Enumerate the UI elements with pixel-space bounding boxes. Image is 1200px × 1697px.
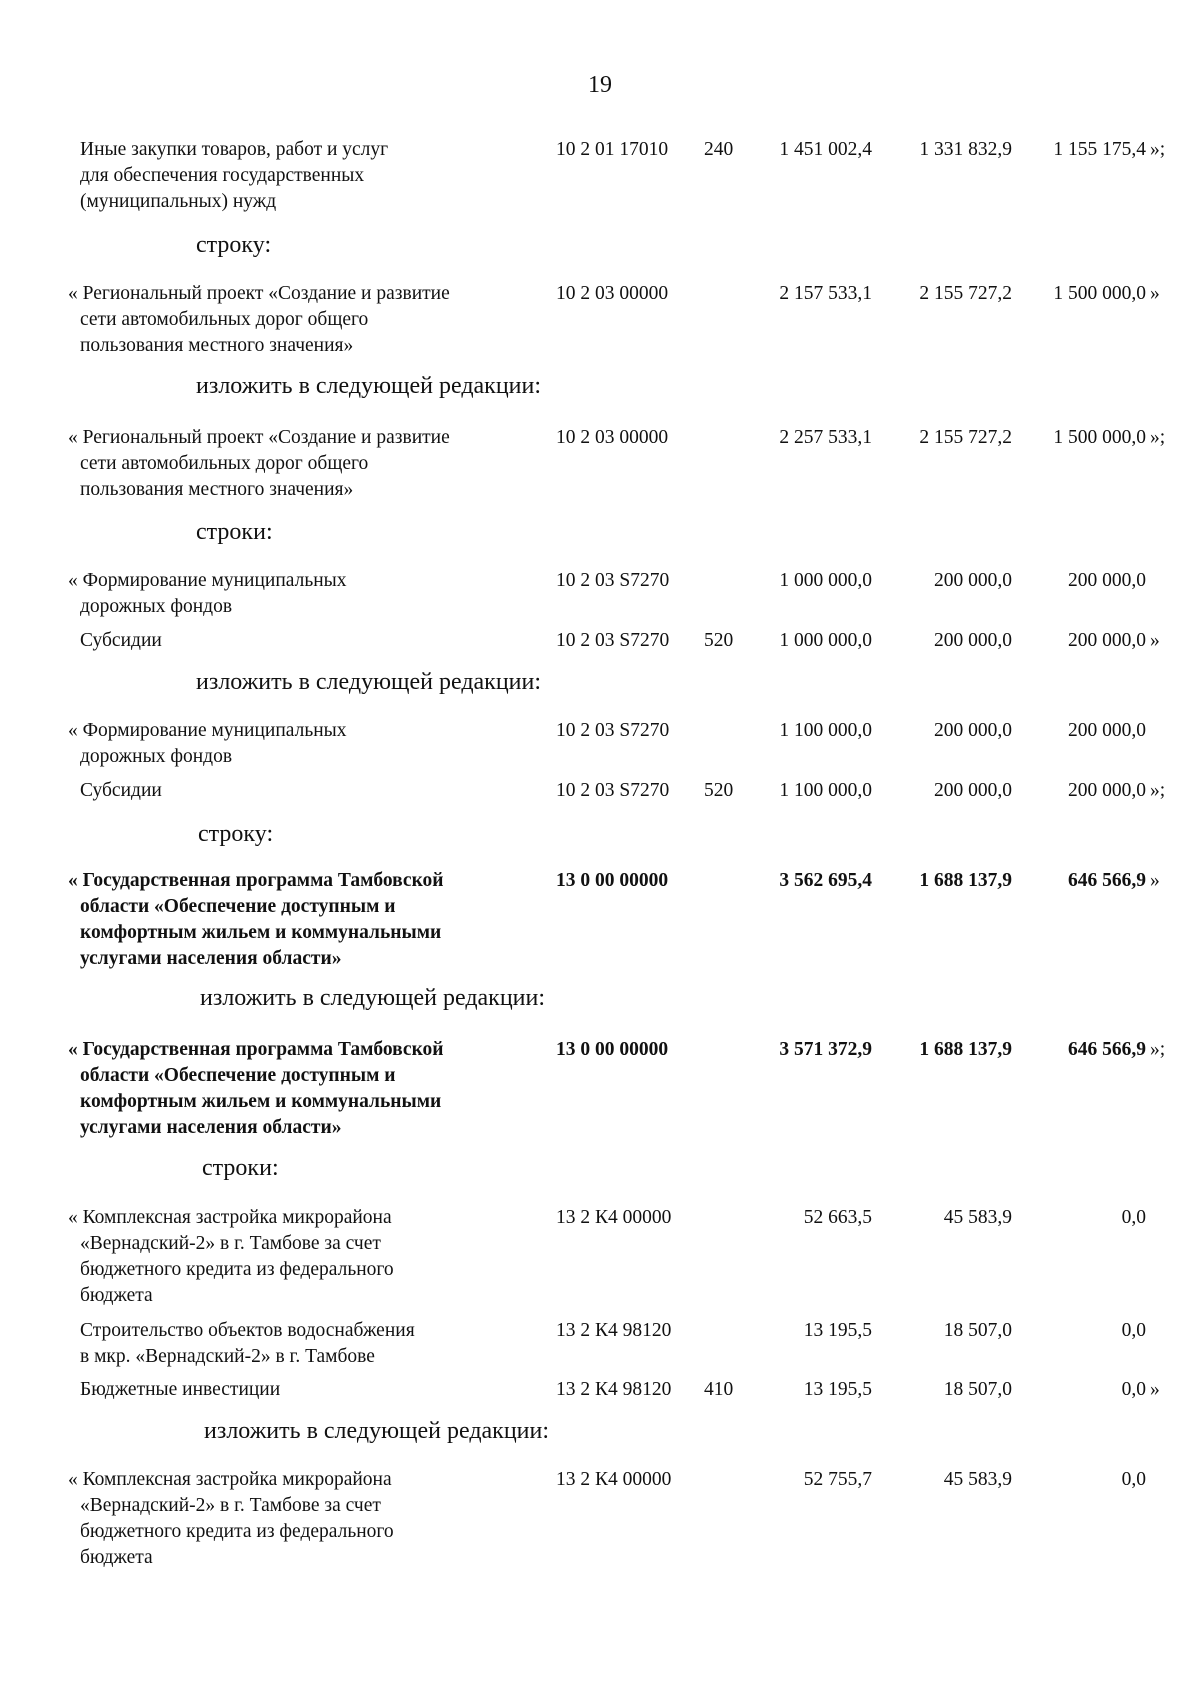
row-code: 13 2 К4 98120	[556, 1320, 672, 1341]
row-name-line: Бюджетные инвестиции	[80, 1379, 281, 1400]
row-amount-3: 646 566,9	[1068, 1039, 1146, 1060]
row-name-line: бюджетного кредита из федерального	[80, 1259, 394, 1280]
row-expense-type: 520	[704, 780, 734, 801]
row-name	[68, 1467, 528, 1571]
row-name-line: (муниципальных) нужд	[80, 191, 277, 212]
row-amount-1: 1 000 000,0	[779, 570, 872, 591]
row-amount-2: 200 000,0	[934, 570, 1012, 591]
row-amount-3: 200 000,0	[1068, 630, 1146, 651]
row-code: 13 0 00 00000	[556, 870, 669, 891]
instruction-text: строки:	[202, 1155, 279, 1181]
row-name-line: комфортным жильем и коммунальными	[80, 1091, 442, 1112]
row-name-line: бюджета	[80, 1547, 153, 1568]
row-amount-2: 1 331 832,9	[919, 139, 1012, 160]
row-name	[68, 425, 528, 503]
row-amount-3: 1 500 000,0	[1053, 427, 1146, 448]
row-closing-quote: »	[1150, 630, 1160, 651]
row-name-line: области «Обеспечение доступным и	[80, 896, 396, 917]
row-expense-type: 410	[704, 1379, 734, 1400]
row-amount-2: 45 583,9	[943, 1469, 1012, 1490]
row-expense-type: 520	[704, 630, 734, 651]
row-name-line: « Региональный проект «Создание и развитие	[68, 283, 450, 304]
row-amount-2: 200 000,0	[934, 720, 1012, 741]
row-name	[68, 568, 528, 620]
row-amount-1: 1 451 002,4	[779, 139, 872, 160]
row-code: 10 2 03 S7270	[556, 630, 670, 651]
row-amount-1: 52 755,7	[803, 1469, 872, 1490]
row-amount-1: 52 663,5	[803, 1207, 872, 1228]
row-amount-3: 1 500 000,0	[1053, 283, 1146, 304]
row-name-line: Субсидии	[80, 630, 162, 651]
row-code: 10 2 01 17010	[556, 139, 669, 160]
instruction-text: изложить в следующей редакции:	[196, 373, 542, 399]
row-name-line: «Вернадский-2» в г. Тамбове за счет	[80, 1233, 381, 1254]
row-name-line: Иные закупки товаров, работ и услуг	[80, 139, 389, 160]
row-amount-2: 18 507,0	[943, 1320, 1012, 1341]
row-name-line: бюджетного кредита из федерального	[80, 1521, 394, 1542]
row-amount-1: 1 000 000,0	[779, 630, 872, 651]
row-amount-2: 200 000,0	[934, 780, 1012, 801]
row-amount-2: 2 155 727,2	[919, 283, 1012, 304]
row-code: 13 2 К4 00000	[556, 1207, 672, 1228]
row-closing-quote: »;	[1150, 427, 1166, 448]
row-amount-2: 2 155 727,2	[919, 427, 1012, 448]
row-name	[68, 137, 528, 215]
row-name-line: « Формирование муниципальных	[68, 720, 347, 741]
row-amount-1: 3 562 695,4	[779, 870, 872, 891]
row-name-line: « Комплексная застройка микрорайона	[68, 1469, 392, 1490]
row-amount-2: 1 688 137,9	[919, 1039, 1012, 1060]
row-name-line: пользования местного значения»	[80, 335, 354, 356]
row-name-line: области «Обеспечение доступным и	[80, 1065, 396, 1086]
row-closing-quote: »;	[1150, 1039, 1166, 1060]
row-name-line: « Региональный проект «Создание и развитие	[68, 427, 450, 448]
row-name-line: «Вернадский-2» в г. Тамбове за счет	[80, 1495, 381, 1516]
row-amount-3: 0,0	[1121, 1320, 1146, 1341]
row-closing-quote: »;	[1150, 780, 1166, 801]
row-amount-3: 200 000,0	[1068, 780, 1146, 801]
row-amount-1: 1 100 000,0	[779, 720, 872, 741]
page-number: 19	[588, 72, 612, 98]
row-amount-3: 200 000,0	[1068, 720, 1146, 741]
row-name-line: « Формирование муниципальных	[68, 570, 347, 591]
row-amount-1: 2 257 533,1	[779, 427, 872, 448]
row-name	[68, 281, 528, 359]
row-amount-1: 13 195,5	[803, 1320, 872, 1341]
row-amount-2: 200 000,0	[934, 630, 1012, 651]
instruction-text: строки:	[196, 519, 273, 545]
row-closing-quote: »	[1150, 1379, 1160, 1400]
row-name-line: « Комплексная застройка микрорайона	[68, 1207, 392, 1228]
row-name-line: пользования местного значения»	[80, 479, 354, 500]
row-name	[68, 1205, 528, 1309]
row-amount-1: 3 571 372,9	[779, 1039, 872, 1060]
row-name	[68, 718, 528, 770]
row-name	[68, 1377, 528, 1403]
row-amount-3: 200 000,0	[1068, 570, 1146, 591]
row-name-line: дорожных фондов	[80, 596, 233, 617]
row-amount-3: 646 566,9	[1068, 870, 1146, 891]
row-name	[68, 628, 528, 654]
row-amount-1: 13 195,5	[803, 1379, 872, 1400]
row-name-line: « Государственная программа Тамбовской	[68, 1039, 444, 1060]
row-code: 13 2 К4 00000	[556, 1469, 672, 1490]
row-code: 10 2 03 S7270	[556, 780, 670, 801]
row-amount-2: 18 507,0	[943, 1379, 1012, 1400]
row-code: 10 2 03 00000	[556, 283, 669, 304]
row-amount-3: 1 155 175,4	[1053, 139, 1146, 160]
row-closing-quote: »	[1150, 283, 1160, 304]
row-name	[68, 1037, 528, 1141]
row-amount-3: 0,0	[1121, 1379, 1146, 1400]
row-code: 10 2 03 00000	[556, 427, 669, 448]
row-name-line: сети автомобильных дорог общего	[80, 453, 369, 474]
row-closing-quote: »	[1150, 870, 1160, 891]
row-code: 10 2 03 S7270	[556, 720, 670, 741]
row-closing-quote: »;	[1150, 139, 1166, 160]
row-amount-3: 0,0	[1121, 1469, 1146, 1490]
row-name-line: бюджета	[80, 1285, 153, 1306]
row-name-line: Строительство объектов водоснабжения	[80, 1320, 415, 1341]
row-amount-1: 2 157 533,1	[779, 283, 872, 304]
instruction-text: строку:	[198, 821, 274, 847]
row-name-line: для обеспечения государственных	[80, 165, 365, 186]
row-name-line: в мкр. «Вернадский-2» в г. Тамбове	[80, 1346, 375, 1367]
row-name	[68, 1318, 528, 1370]
row-code: 13 2 К4 98120	[556, 1379, 672, 1400]
row-amount-3: 0,0	[1121, 1207, 1146, 1228]
row-name-line: услугами населения области»	[80, 948, 342, 969]
row-name	[68, 868, 528, 972]
row-code: 13 0 00 00000	[556, 1039, 669, 1060]
row-amount-2: 1 688 137,9	[919, 870, 1012, 891]
instruction-text: изложить в следующей редакции:	[196, 669, 542, 695]
row-amount-1: 1 100 000,0	[779, 780, 872, 801]
row-name-line: услугами населения области»	[80, 1117, 342, 1138]
row-name-line: дорожных фондов	[80, 746, 233, 767]
row-amount-2: 45 583,9	[943, 1207, 1012, 1228]
row-name-line: Субсидии	[80, 780, 162, 801]
instruction-text: изложить в следующей редакции:	[200, 985, 546, 1011]
row-expense-type: 240	[704, 139, 734, 160]
instruction-text: изложить в следующей редакции:	[204, 1418, 550, 1444]
row-name	[68, 778, 528, 804]
row-name-line: сети автомобильных дорог общего	[80, 309, 369, 330]
row-name-line: комфортным жильем и коммунальными	[80, 922, 442, 943]
row-name-line: « Государственная программа Тамбовской	[68, 870, 444, 891]
instruction-text: строку:	[196, 232, 272, 258]
row-code: 10 2 03 S7270	[556, 570, 670, 591]
